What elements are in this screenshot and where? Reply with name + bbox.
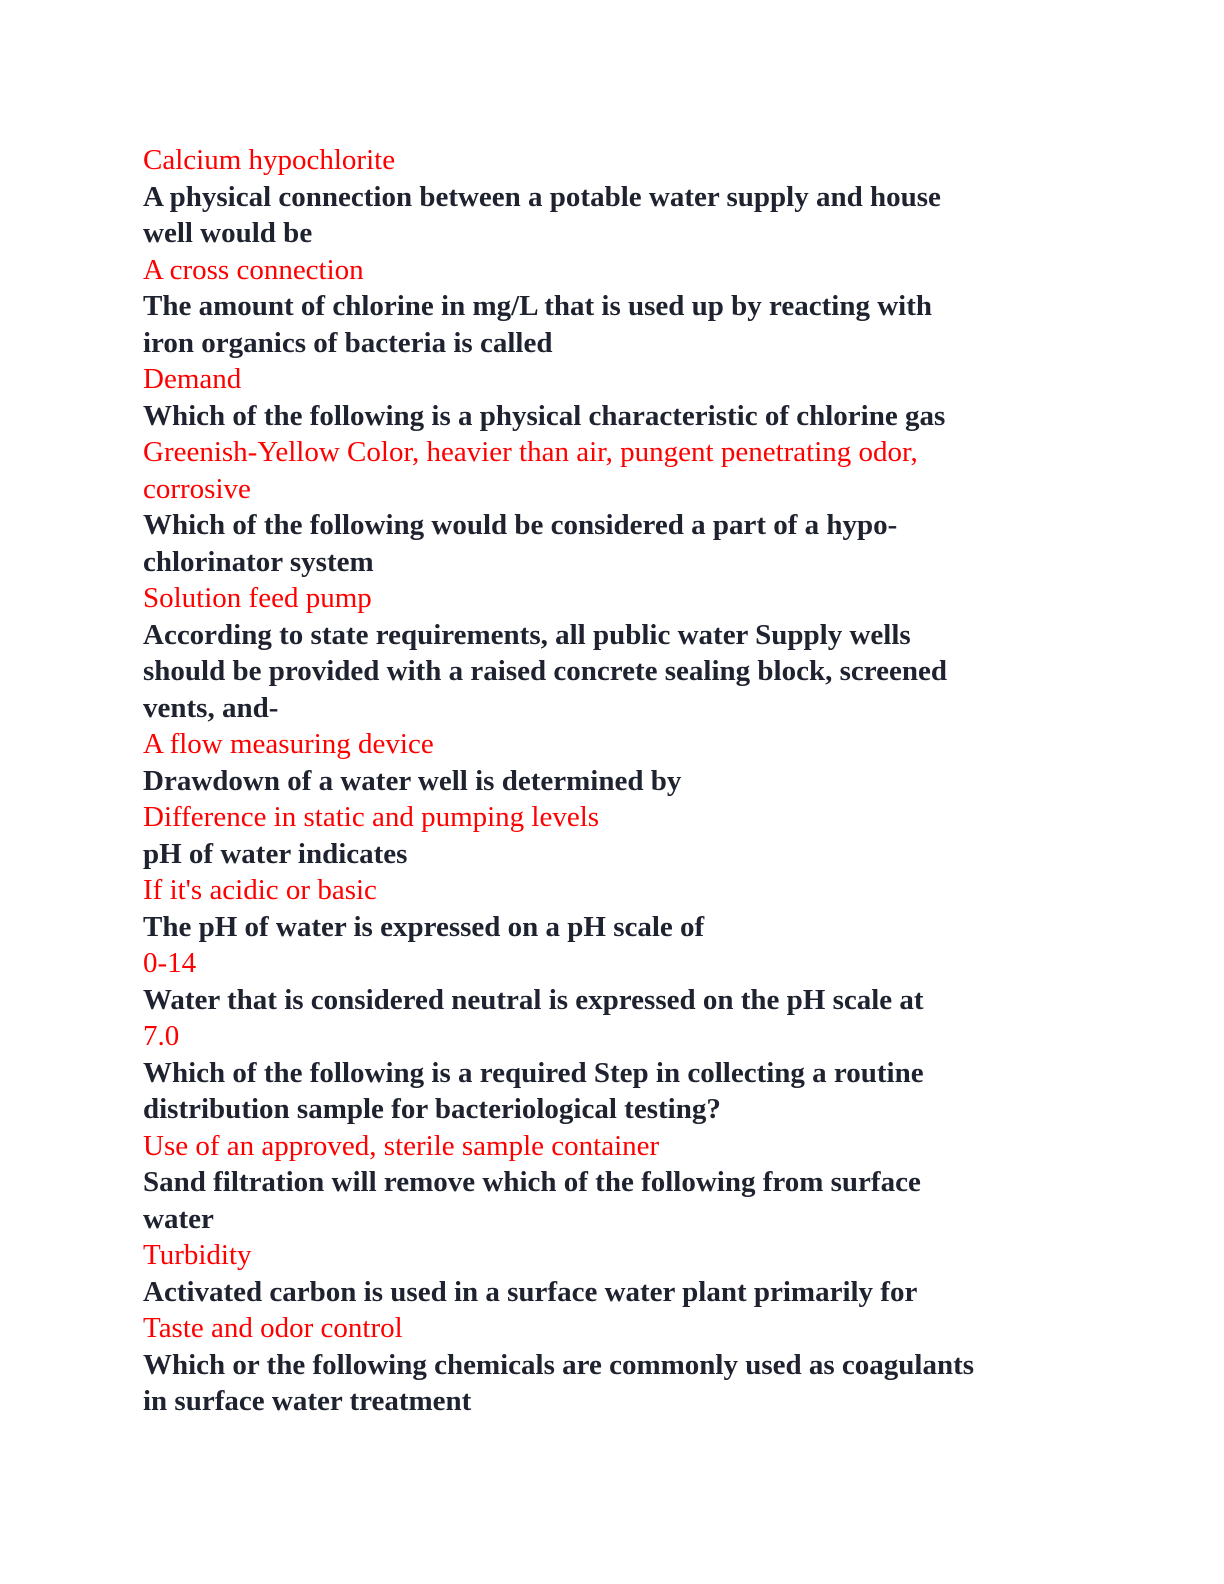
question-line: The amount of chlorine in mg/L that is used up by reacting with [143,290,933,322]
answer-line: Difference in static and pumping levels [143,801,600,833]
answer-line: corrosive [143,472,251,505]
question-line: Drawdown of a water well is determined by [143,764,682,797]
question-line: Which or the following chemicals are commonly used as coagulants [143,1348,975,1381]
question-line: iron organics of bacteria is called [143,326,553,359]
question-line: distribution sample for bacteriological testing? [143,1093,721,1125]
question-line: A physical connection between a potable water supply and house [143,180,941,213]
answer-line: Solution feed pump [143,582,372,614]
answer-line: Calcium hypochlorite [143,144,396,176]
question-line: chlorinator system [143,545,374,578]
question-line: Activated carbon is used in a surface water plant primarily for [143,1275,918,1308]
answer-line: 7.0 [143,1020,180,1052]
question-line: Which of the following is a physical characteristic of chlorine gas [143,399,946,432]
answer-line: Turbidity [143,1239,252,1271]
question-line: water [143,1202,214,1235]
question-line: Which of the following is a required Step in collecting a routine [143,1056,924,1089]
answer-line: Taste and odor control [143,1312,403,1344]
answer-line: Demand [143,363,242,395]
document-page [143,142,1083,1420]
answer-line: Greenish-Yellow Color, heavier than air, pungent penetrating odor, [143,436,918,468]
question-line: Sand filtration will remove which of the following from surface [143,1166,921,1198]
question-line: well would be [143,217,313,249]
answer-line: 0-14 [143,947,197,979]
answer-line: A flow measuring device [143,728,434,760]
answer-line: Use of an approved, sterile sample container [143,1129,660,1162]
question-line: Water that is considered neutral is expressed on the pH scale at [143,983,924,1016]
answer-line: If it's acidic or basic [143,874,377,906]
question-line: in surface water treatment [143,1385,472,1417]
question-line: According to state requirements, all public water Supply wells [143,618,911,651]
answer-line: A cross connection [143,253,364,286]
question-line: pH of water indicates [143,837,408,870]
question-line: should be provided with a raised concrete sealing block, screened [143,655,947,687]
question-line: The pH of water is expressed on a pH scale of [143,910,705,943]
question-line: vents, and- [143,691,279,724]
question-line: Which of the following would be considered a part of a hypo- [143,509,898,541]
